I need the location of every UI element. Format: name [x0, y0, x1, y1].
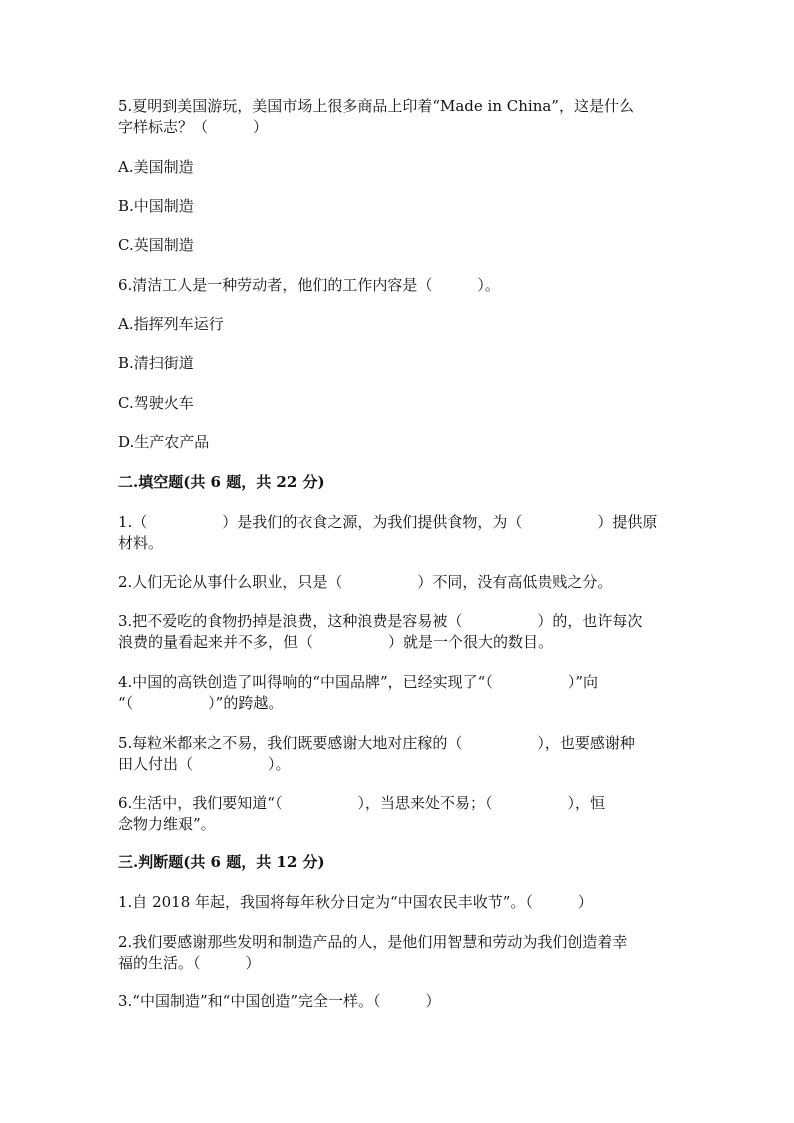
question-5-option-c: C.英国制造	[118, 236, 194, 254]
fill-question-2-line-1: 2.人们无论从事什么职业，只是（ ）不同，没有高低贵贱之分。	[118, 573, 613, 591]
question-6-option-a: A.指挥列车运行	[118, 315, 224, 333]
judge-question-2-line-1: 2.我们要感谢那些发明和制造产品的人，是他们用智慧和劳动为我们创造着幸	[118, 933, 628, 951]
judge-question-3-line-1: 3.“中国制造”和“中国创造”完全一样。（ ）	[118, 992, 441, 1010]
question-6-line-1: 6.清洁工人是一种劳动者，他们的工作内容是（ ）。	[118, 276, 500, 294]
question-5-option-b: B.中国制造	[118, 197, 194, 215]
fill-question-6-line-1: 6.生活中，我们要知道“（ ），当思来处不易；（ ），恒	[118, 794, 605, 812]
fill-question-1-line-1: 1.（ ）是我们的衣食之源，为我们提供食物，为（ ）提供原	[118, 513, 658, 531]
fill-question-4-line-1: 4.中国的高铁创造了叫得响的“中国品牌”，已经实现了“（ ）”向	[118, 673, 598, 691]
section-2-heading: 二.填空题(共 6 题，共 22 分)	[118, 473, 325, 491]
judge-question-1-line-1: 1.自 2018 年起，我国将每年秋分日定为“中国农民丰收节”。（ ）	[118, 893, 593, 911]
question-6-option-d: D.生产农产品	[118, 433, 210, 451]
fill-question-5-line-2: 田人付出（ ）。	[118, 755, 291, 773]
question-6-option-b: B.清扫街道	[118, 354, 194, 372]
fill-question-4-line-2: “（ ）”的跨越。	[118, 694, 284, 712]
question-6-option-c: C.驾驶火车	[118, 394, 194, 412]
judge-question-2-line-2: 福的生活。（ ）	[118, 954, 261, 972]
fill-question-3-line-1: 3.把不爱吃的食物扔掉是浪费，这种浪费是容易被（ ）的，也许每次	[118, 612, 643, 630]
fill-question-5-line-1: 5.每粒米都来之不易，我们既要感谢大地对庄稼的（ ），也要感谢种	[118, 734, 635, 752]
section-3-heading: 三.判断题(共 6 题，共 12 分)	[118, 853, 325, 871]
question-5-option-a: A.美国制造	[118, 158, 194, 176]
question-5-line-1: 5.夏明到美国游玩，美国市场上很多商品上印着“Made in China”，这是什么	[118, 97, 634, 115]
fill-question-3-line-2: 浪费的量看起来并不多，但（ ）就是一个很大的数目。	[118, 633, 554, 651]
fill-question-6-line-2: 念物力维艰”。	[118, 815, 216, 833]
question-5-line-2: 字样标志？（ ）	[118, 118, 269, 136]
fill-question-1-line-2: 材料。	[118, 534, 164, 552]
